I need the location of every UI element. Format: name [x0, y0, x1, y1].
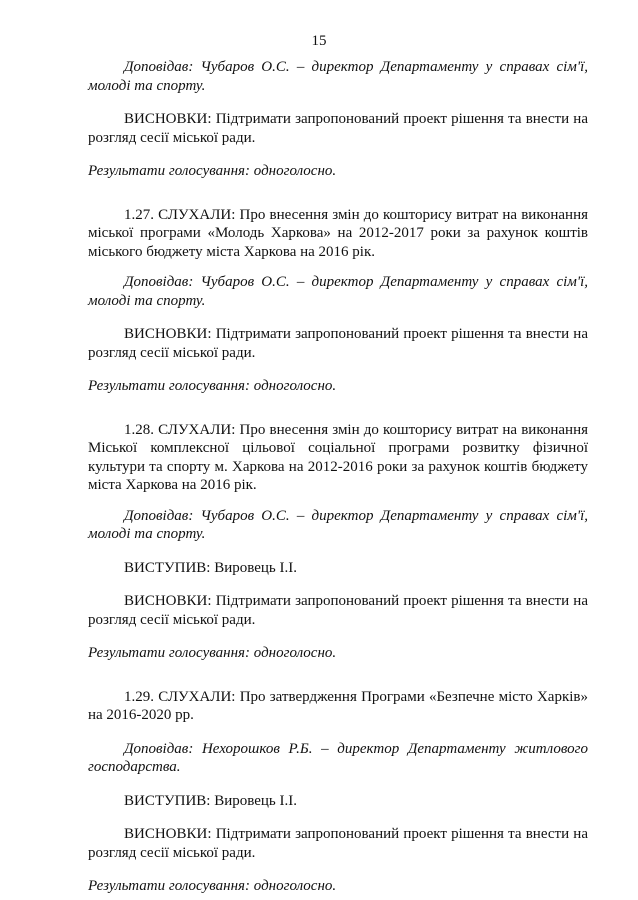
speaker-paragraph: Доповідав: Чубаров О.С. – директор Департаменту у справах сім'ї, молоді та спорту.: [88, 507, 588, 542]
heard-item: 1.29. СЛУХАЛИ: Про затвердження Програми «Безпечне місто Харків» на 2016-2020 рр.: [88, 688, 588, 723]
speaker-paragraph: Доповідав: Чубаров О.С. – директор Департаменту у справах сім'ї, молоді та спорту.: [88, 59, 588, 94]
voting-result: Результати голосування: одноголосно.: [88, 378, 337, 394]
conclusion-paragraph: ВИСНОВКИ: Підтримати запропонований проект рішення та внести на розгляд сесії міської ради.: [88, 826, 588, 861]
speech-paragraph: ВИСТУПИВ: Вировець І.І.: [124, 792, 298, 809]
conclusion-paragraph: ВИСНОВКИ: Підтримати запропонований проект рішення та внести на розгляд сесії міської ради.: [88, 326, 588, 361]
conclusion-paragraph: ВИСНОВКИ: Підтримати запропонований проект рішення та внести на розгляд сесії міської ради.: [88, 111, 588, 146]
voting-result: Результати голосування: одноголосно.: [88, 163, 337, 179]
heard-item: 1.27. СЛУХАЛИ: Про внесення змін до кошторису витрат на виконання міської програми «Молодь Харкова» на 2012-2017 роки за рахунок коштів міського бюджету міста Харкова на 2016 рік.: [88, 206, 588, 260]
voting-result: Результати голосування: одноголосно.: [88, 645, 337, 661]
speaker-paragraph: Доповідав: Чубаров О.С. – директор Департаменту у справах сім'ї, молоді та спорту.: [88, 274, 588, 309]
page-number: 15: [311, 33, 327, 49]
conclusion-paragraph: ВИСНОВКИ: Підтримати запропонований проект рішення та внести на розгляд сесії міської ради.: [88, 593, 588, 628]
speaker-paragraph: Доповідав: Нехорошков Р.Б. – директор Департаменту житлового господарства.: [88, 740, 588, 775]
voting-result: Результати голосування: одноголосно.: [88, 878, 337, 894]
speech-paragraph: ВИСТУПИВ: Вировець І.І.: [124, 559, 298, 576]
document-body: [88, 58, 588, 896]
heard-item: 1.28. СЛУХАЛИ: Про внесення змін до кошторису витрат на виконання Міської комплексної цільової соціальної програми розвитку фізичної культури та спорту м. Харкова на 2012-2016 роки за рахунок коштів бюджету міста Харкова на 2016 рік.: [88, 421, 588, 493]
